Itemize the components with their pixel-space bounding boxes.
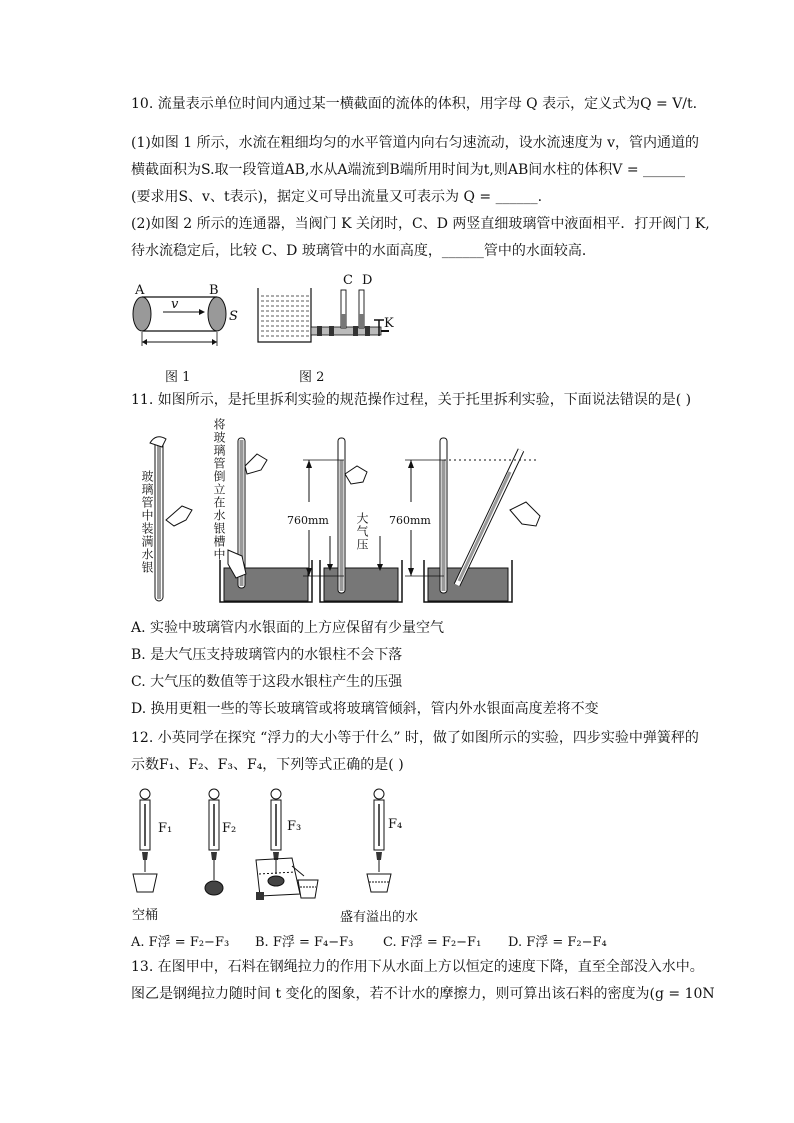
fig2-label-k: K	[384, 316, 394, 331]
caption-overflow-water: 盛有溢出的水	[340, 910, 419, 925]
q10-line-1: 10. 流量表示单位时间内通过某一横截面的流体的体积，用字母 Q 表示，定义式为Q = V/t.	[131, 96, 698, 112]
buoyancy-experiment-figure	[128, 784, 428, 904]
torricelli-height-label-1: 760mm	[287, 514, 329, 527]
caption-empty-bucket: 空桶	[132, 908, 159, 923]
q10-line-4: (要求用S、v、t表示)，据定义可导出流量又可表示为 Q = ______.	[131, 189, 543, 205]
scale-label-f1: F₁	[158, 821, 173, 836]
fig1-label-v: v	[171, 297, 179, 312]
q10-line-5: (2)如图 2 所示的连通器，当阀门 K 关闭时，C、D 两竖直细玻璃管中液面相平．打开阀门 K,	[131, 216, 710, 232]
fig1-label-s: S	[229, 309, 238, 324]
q11-option-a: A. 实验中玻璃管内水银面的上方应保留有少量空气	[131, 620, 445, 636]
figure-2-connected-vessels	[255, 280, 395, 350]
q12-option-d: D. F浮 = F₂−F₄	[508, 935, 607, 950]
q12-option-b: B. F浮 = F₄−F₃	[255, 935, 354, 950]
scale-label-f4: F₄	[388, 817, 403, 832]
torricelli-vertical-text-3: 大气压	[355, 512, 369, 551]
q10-line-3: 横截面积为S.取一段管道AB,水从A端流到B端所用时间为t,则AB间水柱的体积V = ______	[131, 162, 686, 178]
fig1-caption: 图 1	[165, 370, 191, 385]
q12-line-1: 12. 小英同学在探究 “浮力的大小等于什么” 时，做了如图所示的实验，四步实验中弹簧秤的	[131, 730, 699, 746]
fig2-caption: 图 2	[299, 370, 325, 385]
fig2-label-d: D	[362, 273, 373, 288]
q12-option-c: C. F浮 = F₂−F₁	[383, 935, 482, 950]
q10-line-6: 待水流稳定后，比较 C、D 玻璃管中的水面高度，______管中的水面较高．	[131, 243, 596, 259]
torricelli-vertical-text-1: 玻璃管中装满水银	[140, 470, 154, 574]
q11-option-b: B. 是大气压支持玻璃管内的水银柱不会下落	[131, 647, 403, 663]
q13-line-2: 图乙是钢绳拉力随时间 t 变化的图象，若不计水的摩擦力，则可算出该石料的密度为(g = 10N	[131, 986, 715, 1002]
scale-label-f2: F₂	[222, 821, 237, 836]
q13-line-1: 13. 在图甲中，石料在钢绳拉力的作用下从水面上方以恒定的速度下降，直至全部没入水中。	[131, 959, 704, 975]
fig2-label-c: C	[343, 273, 353, 288]
q12-option-a: A. F浮 = F₂−F₃	[131, 935, 230, 950]
torricelli-height-label-2: 760mm	[389, 514, 431, 527]
fig1-label-a: A	[135, 283, 145, 298]
torricelli-vertical-text-2: 将玻璃管倒立在水银槽中	[212, 418, 226, 561]
q11-option-c: C. 大气压的数值等于这段水银柱产生的压强	[131, 674, 403, 690]
scale-label-f3: F₃	[287, 819, 302, 834]
torricelli-experiment-figure	[128, 418, 548, 608]
q10-line-2: (1)如图 1 所示，水流在粗细均匀的水平管道内向右匀速流动，设水流速度为 v，管内通道的	[131, 135, 699, 151]
q11-option-d: D. 换用更粗一些的等长玻璃管或将玻璃管倾斜，管内外水银面高度差将不变	[131, 701, 599, 717]
q12-line-2: 示数F₁、F₂、F₃、F₄，下列等式正确的是( )	[131, 757, 404, 773]
q11-stem: 11. 如图所示，是托里拆利实验的规范操作过程，关于托里拆利实验，下面说法错误的是( )	[131, 392, 692, 408]
fig1-label-b: B	[209, 283, 219, 298]
